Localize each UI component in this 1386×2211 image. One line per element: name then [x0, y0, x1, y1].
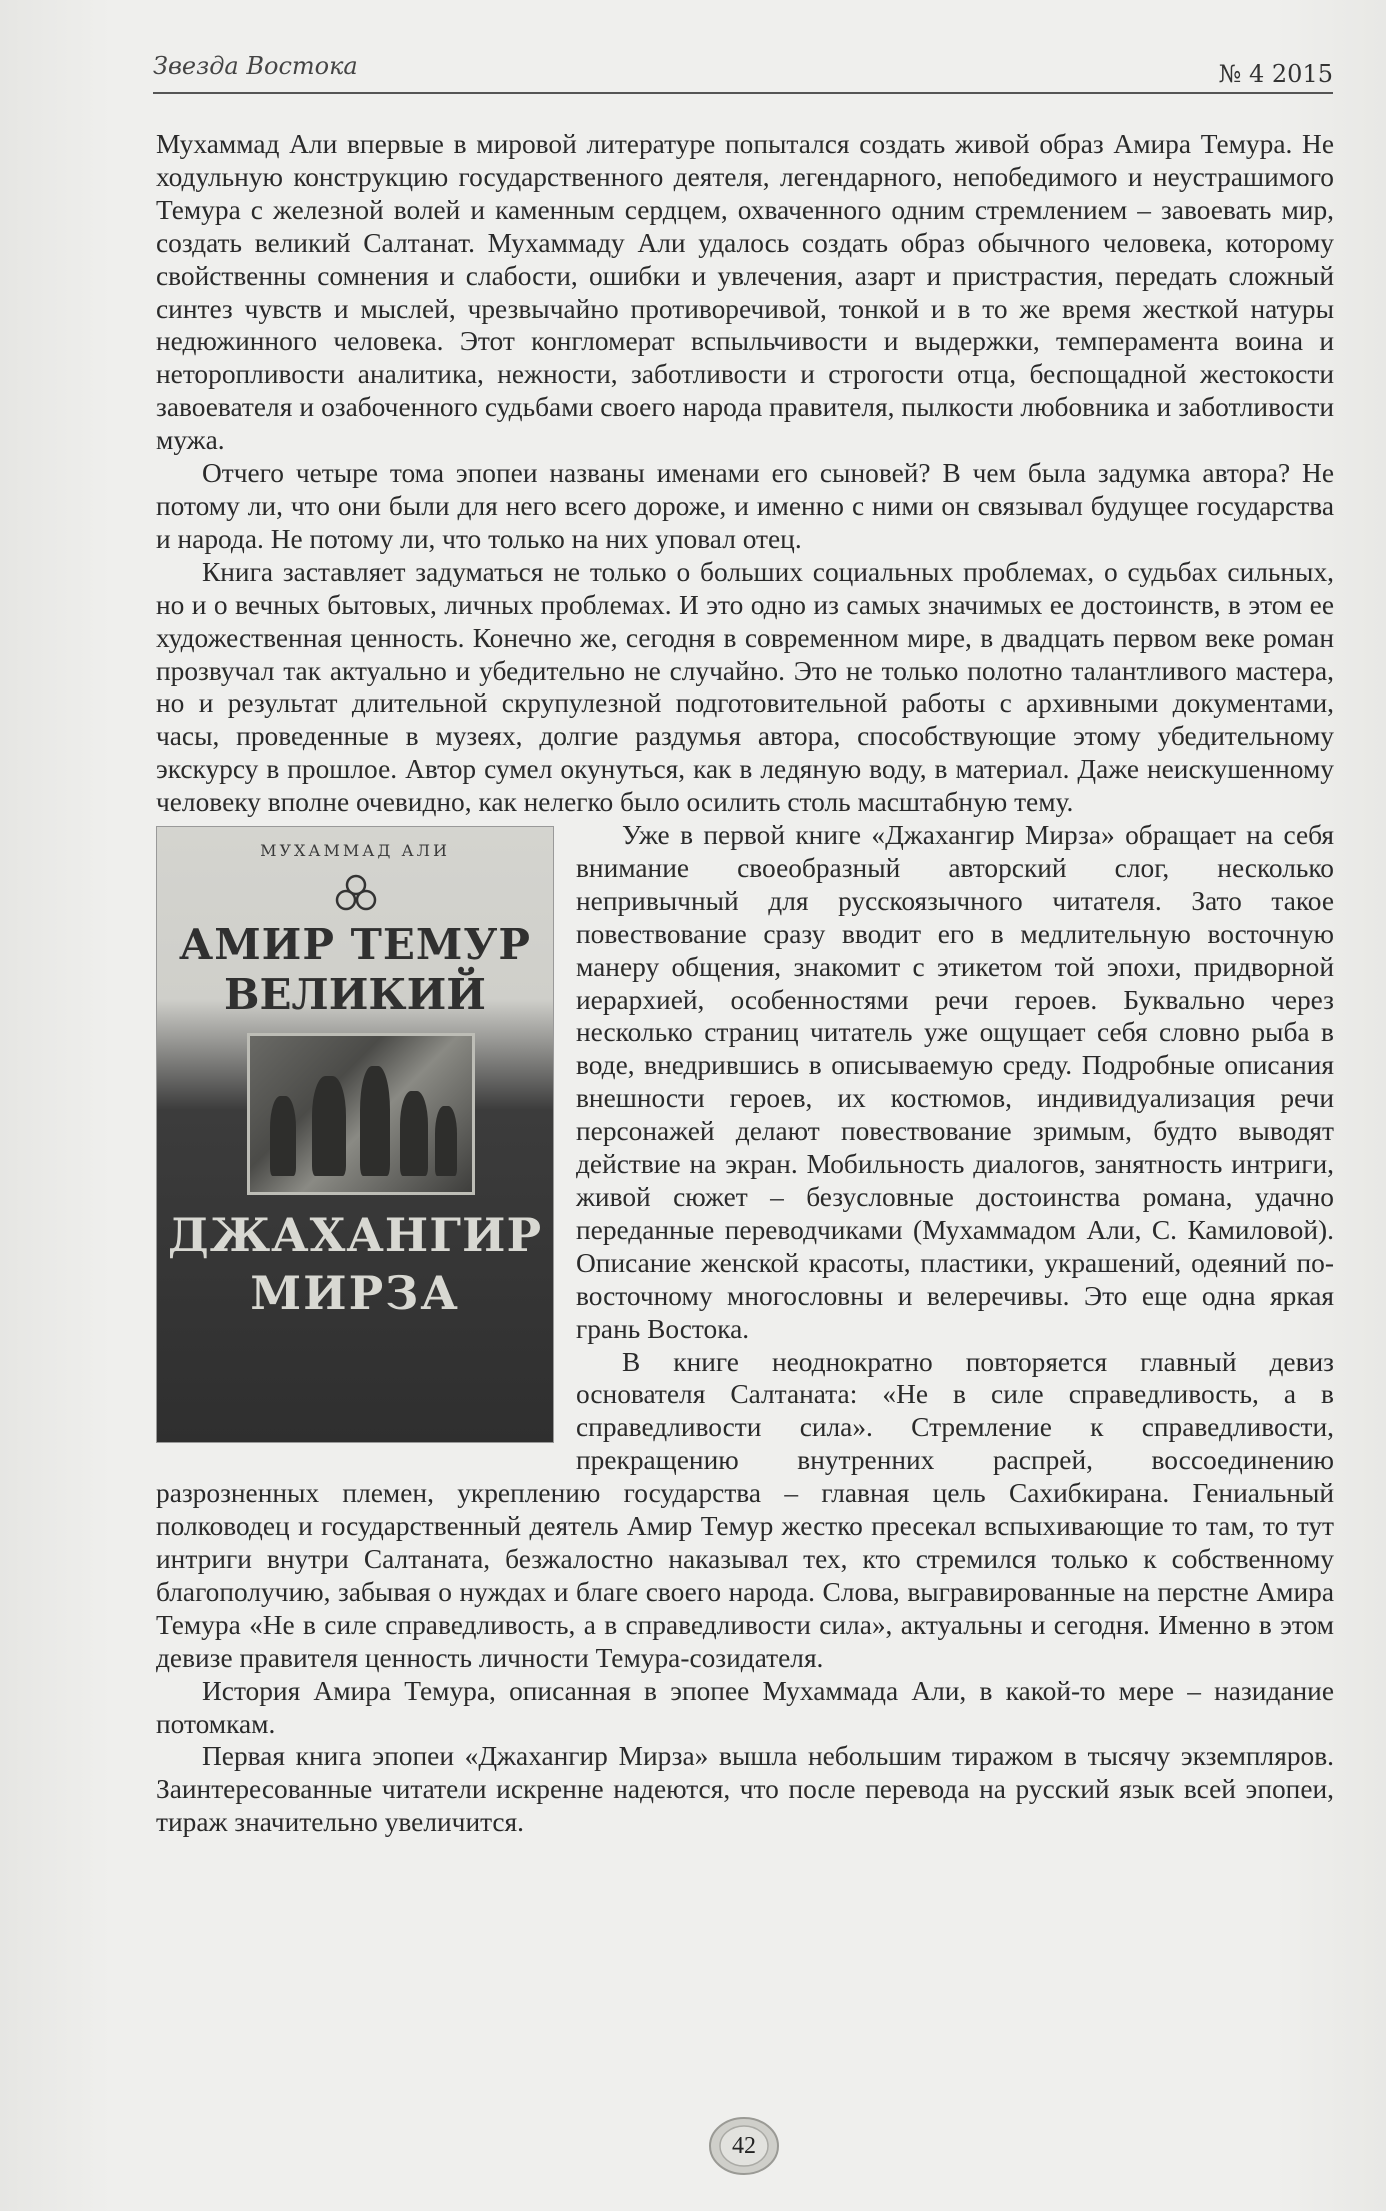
paragraph: Первая книга эпопеи «Джахангир Мирза» вышла небольшим тиражом в тысячу экземпляров. Заинтересованные читатели искренне надеются, что после перевода на русский язык всей эпопеи, тираж значительно увеличится. [156, 1741, 1334, 1838]
paragraph-with-figure [156, 556, 1334, 819]
paragraph: В книге неоднократно повторяется главный девиз основателя Салтаната: «Не в силе справедливость, а в справедливости сила». Стремление к справедливости, прекращению внутренних распрей, воссоединению разрозненных племен, укреплению государства – главная цель Сахибкирана. Гениальный полководец и государственный деятель Амир Темур жестко пресекал вспыхивающие то там, то тут интриги внутри Салтаната, безжалостно наказывал тех, кто стремился только к собственному благополучию, забывая о нуждах и благе своего народа. Слова, выгравированные на перстне Амира Темура «Не в силе справедливость, а в справедливости сила», актуальны и сегодня. Именно в этом девизе правителя ценность личности Темура-созидателя. [156, 1346, 1334, 1673]
paragraph: Отчего четыре тома эпопеи названы именами его сыновей? В чем была задумка автора? Не потому ли, что они были для него всего дороже, и именно с ними он связывал будущее государства и народа. Не потому ли, что только на них уповал отец. [156, 458, 1334, 554]
paragraph-text: Книга заставляет задуматься не только о больших социальных проблемах, о судьбах сильных, но и о вечных бытовых, личных проблемах. И это одно из самых значимых ее достоинств, в этом ее художественная ценность. Конечно же, сегодня в современном мире, в двадцать первом веке роман прозвучал так актуально и убедительно не случайно. Это не только полотно талантливого мастера, но и результат длительной скрупулезной подготовительной работы с архивными документами, часы, проведенные в музеях, долгие раздумья автора, способствующие этому убедительному экскурсу в прошлое. Автор сумел окунуться, как в ледяную воду, в материал. Даже неискушенному человеку вполне очевидно, как нелегко было осилить столь масштабную тему. [156, 556, 1334, 818]
page-number-badge [708, 2116, 780, 2176]
cover-title-line2: ВЕЛИКИЙ [224, 970, 486, 1020]
cover-painting [247, 1033, 475, 1195]
running-header [153, 48, 1333, 94]
book-cover-image [156, 826, 554, 1443]
cover-subtitle-line2: МИРЗА [250, 1266, 460, 1321]
page-number: 42 [732, 2133, 756, 2159]
issue-number: № 4 2015 [1218, 60, 1333, 88]
paragraph: Уже в первой книге «Джахангир Мирза» обращает на себя внимание своеобразный авторский слог, несколько непривычный для русскоязычного читателя. Зато такое повествование сразу вводит его в медлительную восточную манеру общения, знакомит с этикетом той эпохи, придворной иерархией, особенностями речи героев. Буквально через несколько страниц читатель уже ощущает себя словно рыба в воде, внедрившись в описываемую среду. Подробные описания внешности героев, их костюмов, индивидуализация речи персонажей делают повествование зримым, будто выводят действие на экран. Мобильность диалогов, занятность интриги, живой сюжет – безусловные достоинства романа, удачно переданные переводчиками (Мухаммадом Али, С. Камиловой). Описание женской красоты, пластики, украшений, одеяний по-восточному многословны и велеречивы. Это еще одна яркая грань Востока. [576, 820, 1334, 1344]
cover-title-line1: АМИР ТЕМУР [178, 920, 531, 970]
paragraph: Мухаммад Али впервые в мировой литературе попытался создать живой образ Амира Темура. Не ходульную конструкцию государственного деятеля, легендарного, непобедимого и неустрашимого Темура с железной волей и каменным сердцем, охваченного одним стремлением – завоевать мир, создать великий Салтанат. Мухаммаду Али удалось создать образ обычного человека, которому свойственны сомнения и слабости, ошибки и увлечения, азарт и пристрастия, передать сложный синтез чувств и мыслей, чрезвычайно противоречивой, тонкой и в то же время жесткой натуры недюжинного человека. Этот конгломерат вспыльчивости и выдержки, темперамента воина и неторопливости аналитика, нежности, заботливости и строгости отца, беспощадной жестокости завоевателя и озабоченного судьбами своего народа правителя, пылкости любовника и заботливости мужа. [156, 129, 1334, 456]
cover-author: МУХАММАД АЛИ [260, 841, 450, 861]
article-body [156, 128, 1334, 1839]
three-circles-emblem-icon [325, 873, 387, 913]
journal-title: Звезда Востока [153, 52, 358, 80]
cover-subtitle-line1: ДЖАХАНГИР [167, 1208, 543, 1263]
paragraph: История Амира Темура, описанная в эпопее Мухаммада Али, в какой-то мере – назидание потомкам. [156, 1675, 1334, 1739]
